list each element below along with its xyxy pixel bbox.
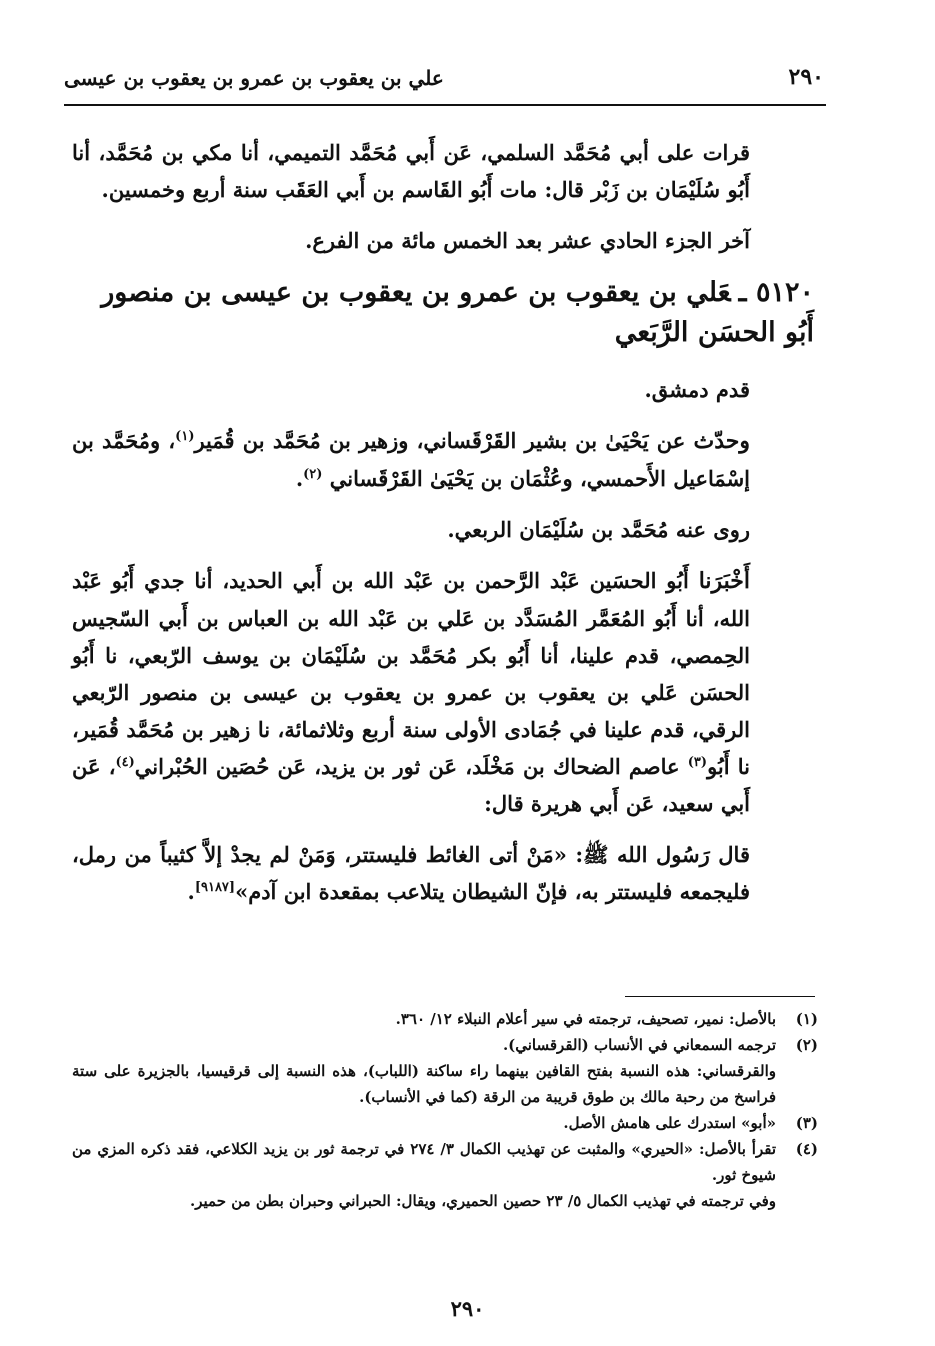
header-page-number: ٢٩٠ bbox=[788, 64, 824, 90]
paragraph-text: عاصم الضحاك بن مَخْلَد، عَن ثور بن يزيد، عَن حُصَين الحُبْراني bbox=[134, 754, 688, 779]
lead-word: وحدّث bbox=[693, 428, 751, 454]
entry-heading-line-1 bbox=[72, 273, 814, 313]
hadith-number: [٩١٨٧] bbox=[194, 880, 236, 895]
paragraph-narrated-by bbox=[72, 511, 814, 548]
paragraph-part-end-note bbox=[72, 222, 814, 259]
footer-page-number: ٢٩٠ bbox=[450, 1296, 485, 1321]
paragraph-text: . bbox=[295, 466, 304, 491]
paragraph-narrated-from bbox=[72, 422, 814, 497]
paragraph-text: . bbox=[187, 879, 195, 904]
footnote-4 bbox=[72, 1136, 818, 1188]
footnote-text: بالأصل: نمير، تصحيف، ترجمته في سير أعلام النبلاء ١٢/ ٣٦٠. bbox=[395, 1010, 776, 1028]
footnote-text: تقرأ بالأصل: «الحيري» والمثبت عن تهذيب الكمال ٣/ ٢٧٤ في ترجمة ثور بن يزيد الكلاعي، فقد ذكره المزي من شيوخ ثور. bbox=[72, 1140, 777, 1184]
paragraph-visit bbox=[72, 371, 814, 408]
paragraph-text: قدم دمشق. bbox=[644, 377, 750, 402]
entry-heading-line-2: أَبُو الحسَن الرَّبَعي bbox=[614, 317, 814, 348]
footnote-3 bbox=[72, 1110, 818, 1136]
footnote-marker: (٢) bbox=[795, 1036, 818, 1054]
entry-heading bbox=[72, 273, 814, 353]
paragraph-reading-chain bbox=[72, 134, 814, 208]
footnote-divider bbox=[625, 996, 815, 997]
footnote-ref-4: (٤) bbox=[115, 755, 135, 770]
paragraph-text: ، ومُحَمَّد بن إسْمَاعيل الأَحمسي، وعُثْمَان بن يَحْيَىٰ القَرْقَساني bbox=[72, 428, 750, 491]
paragraph-text: ، عَن أَبي سعيد، عَن أَبي هريرة قال: bbox=[72, 754, 750, 816]
footnotes bbox=[72, 1006, 818, 1214]
footnote-text: «أبو» استدرك على هامش الأصل. bbox=[563, 1114, 776, 1132]
entry-number: ٥١٢٠ ـ bbox=[738, 277, 814, 308]
footnote-marker: (٣) bbox=[795, 1114, 818, 1132]
footnote-ref-2: (٢) bbox=[303, 467, 323, 482]
footnote-marker: (١) bbox=[795, 1010, 818, 1028]
hadith-text: قال رَسُول الله ﷺ: «مَنْ أتى الغائط فليستتر، وَمَنْ لم يجدْ إلاَّ كثيباً من رمل، فليجمعه فليستتر به، فإنّ الشيطان يتلاعب بمقعدة ابن آدم» bbox=[72, 842, 750, 904]
footnote-4-continuation: وفي ترجمته في تهذيب الكمال ٥/ ٢٣ حصين الحميري، ويقال: الحبراني وحبران بطن من حمير. bbox=[190, 1192, 776, 1210]
footnote-ref-3: (٣) bbox=[687, 755, 708, 770]
paragraph-hadith bbox=[72, 836, 814, 910]
footnote-ref-1: (١) bbox=[175, 429, 195, 444]
header-title: علي بن يعقوب بن عمرو بن يعقوب بن عيسى bbox=[64, 66, 444, 90]
footnote-2 bbox=[72, 1032, 818, 1058]
main-text bbox=[72, 134, 814, 924]
header-divider bbox=[64, 104, 826, 106]
paragraph-text: روى عنه مُحَمَّد بن سُلَيْمَان الربعي. bbox=[447, 517, 750, 542]
paragraph-isnad bbox=[72, 562, 814, 822]
paragraph-text: أَبُو الحسَين عَبْد الرَّحمن بن عَبْد الله بن أَبي الحديد، أنا جدي أَبُو عَبْد الله، أنا أَبُو المُعَمَّر المُسَدَّد بن عَلي بن عَبْد الله بن العباس بن أَبي السّجيس الحِمصي، قدم علينا، أنا أَبُو بكر مُحَمَّد بن سُلَيْمَان بن يوسف الرّبعي، نا أَبُو الحسَن عَلي بن يعقوب بن عمرو بن يعقوب بن عيسى بن منصور الرّبعي الرقي، قدم علينا في جُمَادى الأولى سنة أربع وثلاثمائة، نا زهير بن مُحَمَّد قُمَير، نا أَبُو bbox=[72, 568, 751, 779]
footnote-2-continuation: والقرقساني: هذه النسبة بفتح القافين بينهما راء ساكنة (اللباب)، هذه النسبة إلى قرقيسيا، بالجزيرة على ستة فراسخ من رحبة مالك بن طوق قريبة من الرقة (كما في الأنساب). bbox=[72, 1062, 776, 1106]
paragraph-text: آخر الجزء الحادي عشر بعد الخمس مائة من الفرع. bbox=[305, 228, 750, 253]
paragraph-text: قرات على أبي مُحَمَّد السلمي، عَن أَبي مُحَمَّد التميمي، أنا مكي بن مُحَمَّد، أنا أَبُو سُلَيْمَان بن زَبْر قال: مات أَبُو القَاسم بن أَبي العَقَب سنة أربع وخمسين. bbox=[72, 140, 750, 202]
entry-name: عَلي بن يعقوب بن عمرو بن يعقوب بن عيسى بن منصور bbox=[101, 277, 731, 308]
paragraph-text: عن يَحْيَىٰ بن بشير القَرْقَساني، وزهير بن مُحَمَّد بن قُمَير bbox=[194, 428, 686, 453]
footnote-marker: (٤) bbox=[795, 1140, 818, 1158]
footnote-text: ترجمه السمعاني في الأنساب (القرقساني). bbox=[502, 1036, 776, 1054]
footnote-1 bbox=[72, 1006, 818, 1032]
running-header bbox=[64, 62, 824, 100]
lead-word: أَخْبَرَنا bbox=[698, 568, 751, 594]
